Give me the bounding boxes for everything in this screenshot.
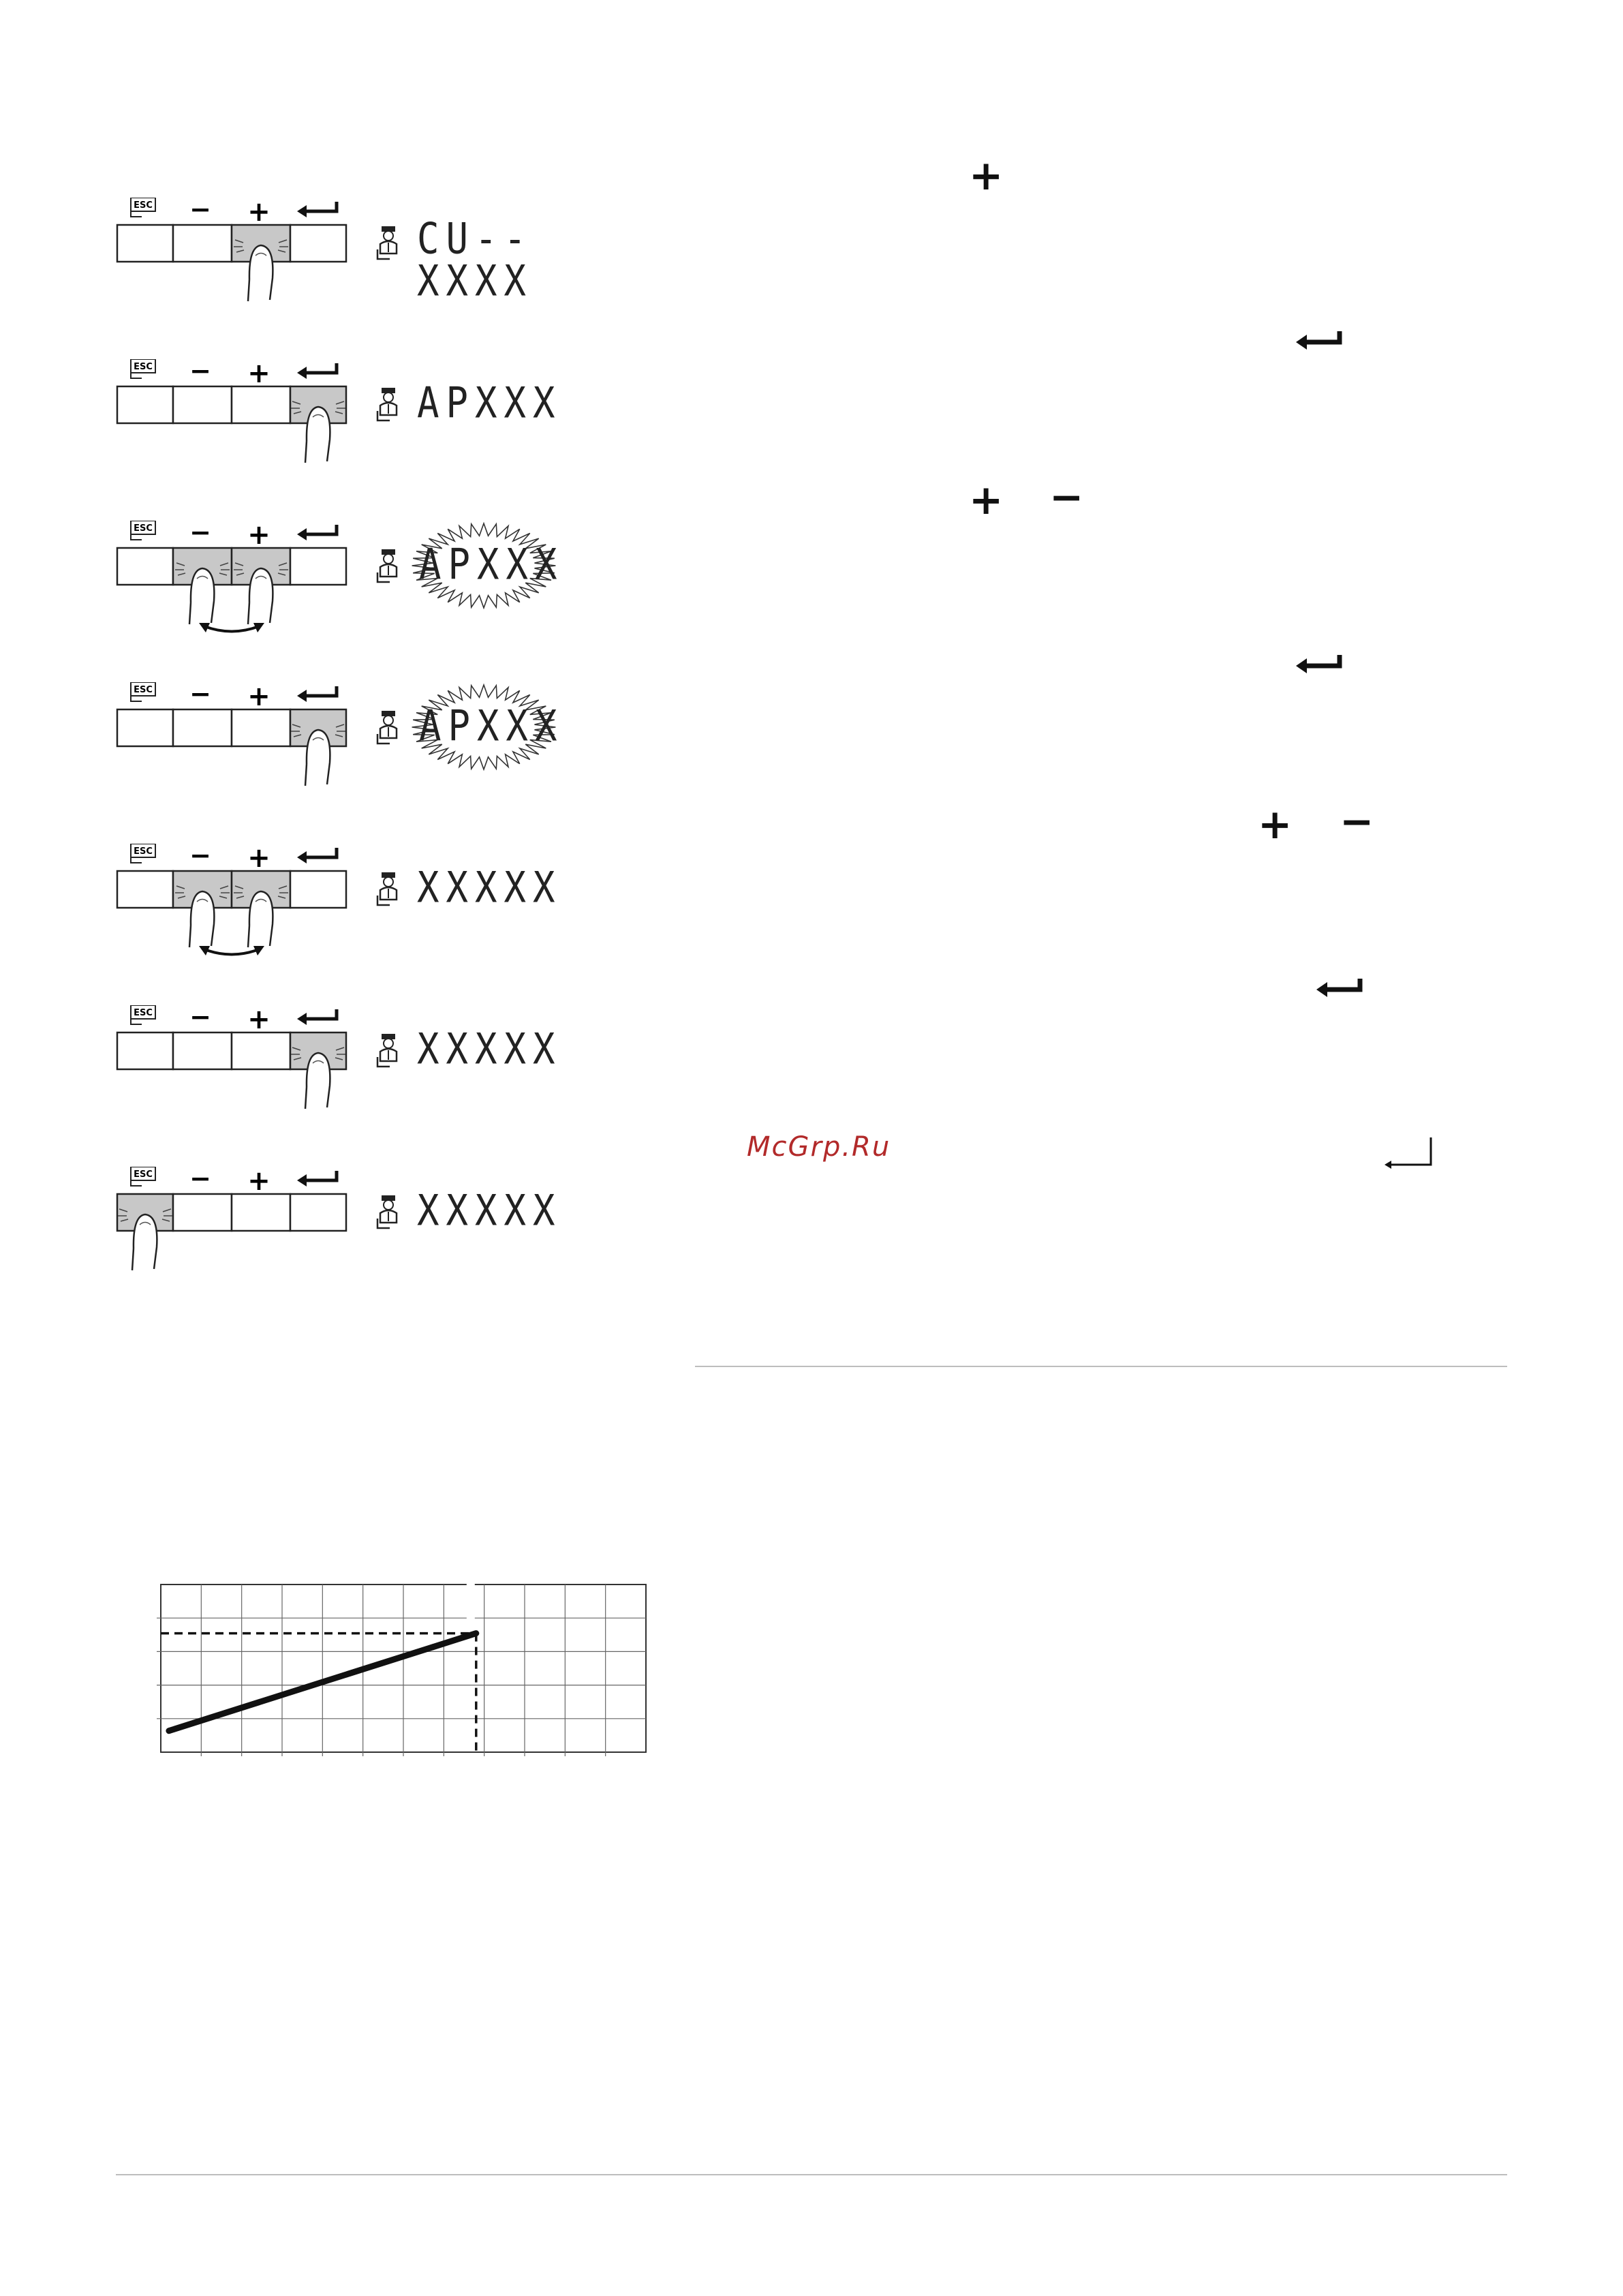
minus-label: −	[189, 359, 211, 386]
enter-label-icon	[297, 202, 337, 217]
installer-icon	[375, 388, 402, 426]
installer-icon	[375, 1034, 402, 1072]
esc-label-icon	[131, 521, 155, 540]
svg-text:ESC: ESC	[134, 523, 153, 534]
plus-symbol: +	[1258, 801, 1293, 848]
lcd-display-text: CU--XXXX	[417, 214, 534, 306]
plus-label: +	[247, 1167, 270, 1197]
enter-arrow-icon	[1295, 651, 1344, 675]
keypad-step	[109, 521, 586, 657]
plus-key[interactable]	[232, 1032, 290, 1069]
installer-icon	[375, 711, 402, 749]
esc-key[interactable]	[117, 1032, 173, 1069]
plus-label: +	[247, 682, 270, 712]
plus-symbol: +	[969, 152, 1004, 200]
plus-label: +	[247, 844, 270, 874]
minus-label: −	[189, 1005, 211, 1032]
enter-arrow-icon	[1295, 327, 1344, 352]
lcd-display-text: XXXXX	[417, 1186, 562, 1236]
minus-label: −	[189, 682, 211, 709]
keypad	[116, 521, 402, 657]
installer-icon	[375, 872, 402, 910]
plus-label: +	[247, 359, 270, 389]
minus-key[interactable]	[173, 1032, 232, 1069]
minus-label: −	[189, 1167, 211, 1193]
keypad-step	[109, 1167, 586, 1303]
lcd-display-text: APXXX	[419, 540, 564, 590]
svg-text:ESC: ESC	[134, 1008, 153, 1018]
minus-label: −	[189, 198, 211, 224]
minus-key[interactable]	[173, 386, 232, 423]
plus-symbol: +	[969, 476, 1004, 524]
enter-label-icon	[297, 363, 337, 379]
enter-label-icon	[297, 848, 337, 863]
enter-label-icon	[297, 525, 337, 540]
minus-key[interactable]	[173, 709, 232, 746]
footer-divider	[116, 2174, 1507, 2175]
installer-icon	[375, 226, 402, 264]
alternate-arrow-icon	[199, 623, 264, 632]
chart-label-gap	[467, 1583, 475, 1629]
plus-key[interactable]	[232, 386, 290, 423]
minus-label: −	[189, 844, 211, 870]
esc-key[interactable]	[117, 709, 173, 746]
minus-symbol: −	[1340, 798, 1374, 846]
plus-label: +	[247, 521, 270, 551]
alternate-arrow-icon	[199, 946, 264, 955]
keypad-step	[109, 844, 586, 980]
minus-symbol: −	[1049, 474, 1084, 521]
installer-icon	[375, 549, 402, 587]
keypad-step	[109, 198, 586, 334]
keypad	[116, 682, 402, 818]
enter-label-icon	[297, 1171, 337, 1187]
lcd-display-text: XXXXX	[417, 1024, 562, 1074]
plus-key[interactable]	[232, 1194, 290, 1231]
installer-icon	[375, 1195, 402, 1234]
watermark-text: McGrp.Ru	[747, 1131, 891, 1163]
svg-text:ESC: ESC	[134, 362, 153, 372]
lcd-display-text: APXXX	[419, 701, 564, 751]
enter-key[interactable]	[290, 1194, 346, 1231]
enter-label-icon	[297, 1009, 337, 1025]
keypad	[116, 844, 402, 980]
esc-key[interactable]	[117, 386, 173, 423]
esc-label-icon	[131, 198, 155, 217]
keypad	[116, 359, 402, 495]
svg-text:ESC: ESC	[134, 200, 153, 211]
minus-label: −	[189, 521, 211, 547]
plus-label: +	[247, 1005, 270, 1035]
svg-text:ESC: ESC	[134, 685, 153, 695]
esc-label-icon	[131, 359, 155, 378]
svg-text:ESC: ESC	[134, 846, 153, 857]
keypad	[116, 198, 402, 334]
esc-label-icon	[131, 1167, 155, 1186]
lcd-display-text: APXXX	[417, 378, 562, 428]
keypad-step	[109, 1005, 586, 1142]
enter-key-outline-icon	[1383, 1135, 1435, 1173]
section-divider	[695, 1366, 1507, 1367]
chart	[136, 1574, 661, 1772]
keypad-step	[109, 682, 586, 818]
svg-text:ESC: ESC	[134, 1169, 153, 1180]
plus-key[interactable]	[232, 709, 290, 746]
keypad-step	[109, 359, 586, 495]
enter-key[interactable]	[290, 225, 346, 262]
enter-key[interactable]	[290, 548, 346, 585]
keypad	[116, 1167, 402, 1303]
minus-key[interactable]	[173, 225, 232, 262]
esc-label-icon	[131, 682, 155, 701]
enter-label-icon	[297, 686, 337, 702]
enter-arrow-icon	[1315, 975, 1364, 999]
esc-label-icon	[131, 844, 155, 863]
esc-key[interactable]	[117, 871, 173, 908]
esc-key[interactable]	[117, 225, 173, 262]
lcd-display-text: XXXXX	[417, 863, 562, 913]
esc-key[interactable]	[117, 548, 173, 585]
plus-label: +	[247, 198, 270, 228]
minus-key[interactable]	[173, 1194, 232, 1231]
keypad	[116, 1005, 402, 1142]
esc-label-icon	[131, 1005, 155, 1024]
enter-key[interactable]	[290, 871, 346, 908]
